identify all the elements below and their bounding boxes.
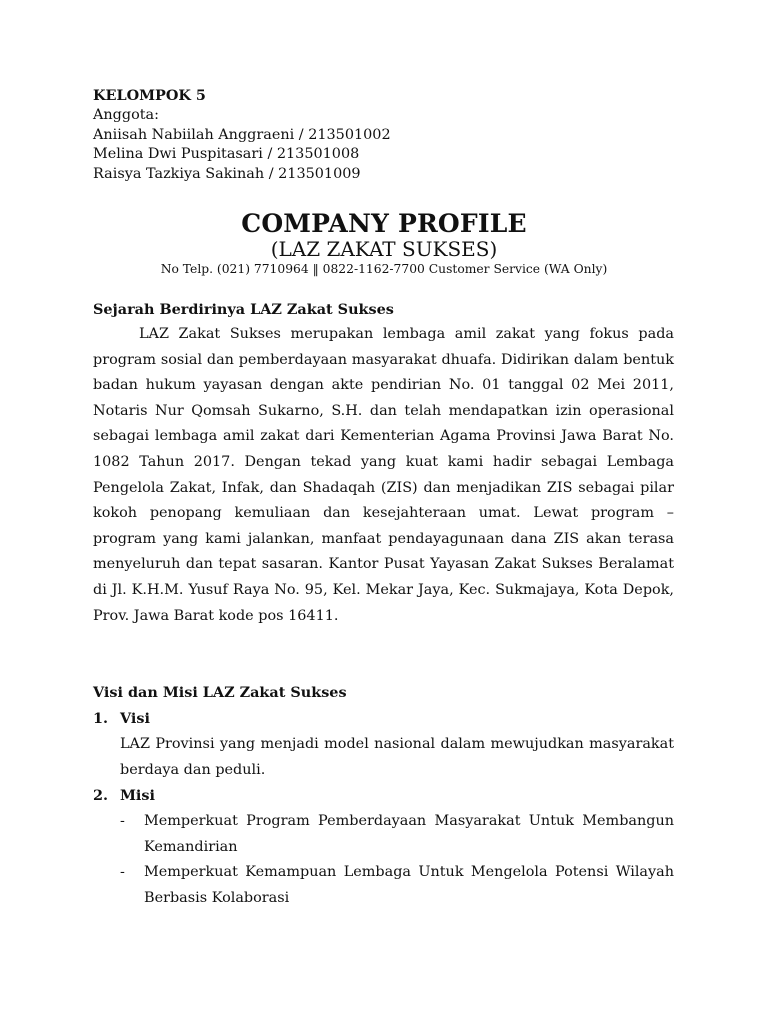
list-bullet: -	[120, 813, 125, 829]
misi-item-text: Memperkuat Program Pemberdayaan Masyarakat Untuk Membangun Kemandirian	[144, 813, 674, 855]
document-subtitle: (LAZ ZAKAT SUKSES)	[270, 237, 498, 261]
members-block	[93, 106, 391, 184]
misi-label: Misi	[120, 787, 155, 804]
list-bullet: -	[120, 864, 125, 880]
member-name: Raisya Tazkiya Sakinah / 213501009	[93, 165, 361, 182]
members-label: Anggota:	[93, 107, 159, 123]
visi-text: LAZ Provinsi yang menjadi model nasional dalam mewujudkan masyarakat berdaya dan peduli.	[120, 736, 674, 778]
history-paragraph: LAZ Zakat Sukses merupakan lembaga amil zakat yang fokus pada program sosial dan pemberdayaan masyarakat dhuafa. Didirikan dalam bentuk badan hukum yayasan dengan akte pendirian No. 01 tanggal 02 Mei 2011, Notaris Nur Qomsah Sukarno, S.H. dan telah mendapatkan izin operasional sebagai lembaga amil zakat dari Kementerian Agama Provinsi Jawa Barat No. 1082 Tahun 2017. Dengan tekad yang kuat kami hadir sebagai Lembaga Pengelola Zakat, Infak, dan Shadaqah (ZIS) dan menjadikan ZIS sebagai pilar kokoh penopang kemuliaan dan kesejahteraan umat. Lewat program – program yang kami jalankan, manfaat pendayagunaan dana ZIS akan terasa menyeluruh dan tepat sasaran. Kantor Pusat Yayasan Zakat Sukses Beralamat di Jl. K.H.M. Yusuf Raya No. 95, Kel. Mekar Jaya, Kec. Sukmajaya, Kota Depok, Prov. Jawa Barat kode pos 16411.	[93, 326, 674, 624]
group-title: KELOMPOK 5	[93, 87, 206, 104]
contact-line: No Telp. (021) 7710964 ‖ 0822-1162-7700 Customer Service (WA Only)	[160, 262, 608, 276]
history-heading: Sejarah Berdirinya LAZ Zakat Sukses	[93, 301, 394, 318]
visi-label: Visi	[120, 710, 150, 727]
vision-mission-heading: Visi dan Misi LAZ Zakat Sukses	[93, 684, 347, 701]
visi-number: 1.	[93, 710, 109, 727]
misi-item-text: Memperkuat Kemampuan Lembaga Untuk Mengelola Potensi Wilayah Berbasis Kolaborasi	[144, 864, 674, 906]
document-title: COMPANY PROFILE	[241, 209, 527, 238]
misi-number: 2.	[93, 787, 109, 804]
misi-list-item	[120, 860, 674, 911]
member-name: Aniisah Nabiilah Anggraeni / 213501002	[93, 126, 391, 143]
misi-list-item	[120, 809, 674, 860]
member-name: Melina Dwi Puspitasari / 213501008	[93, 146, 360, 162]
